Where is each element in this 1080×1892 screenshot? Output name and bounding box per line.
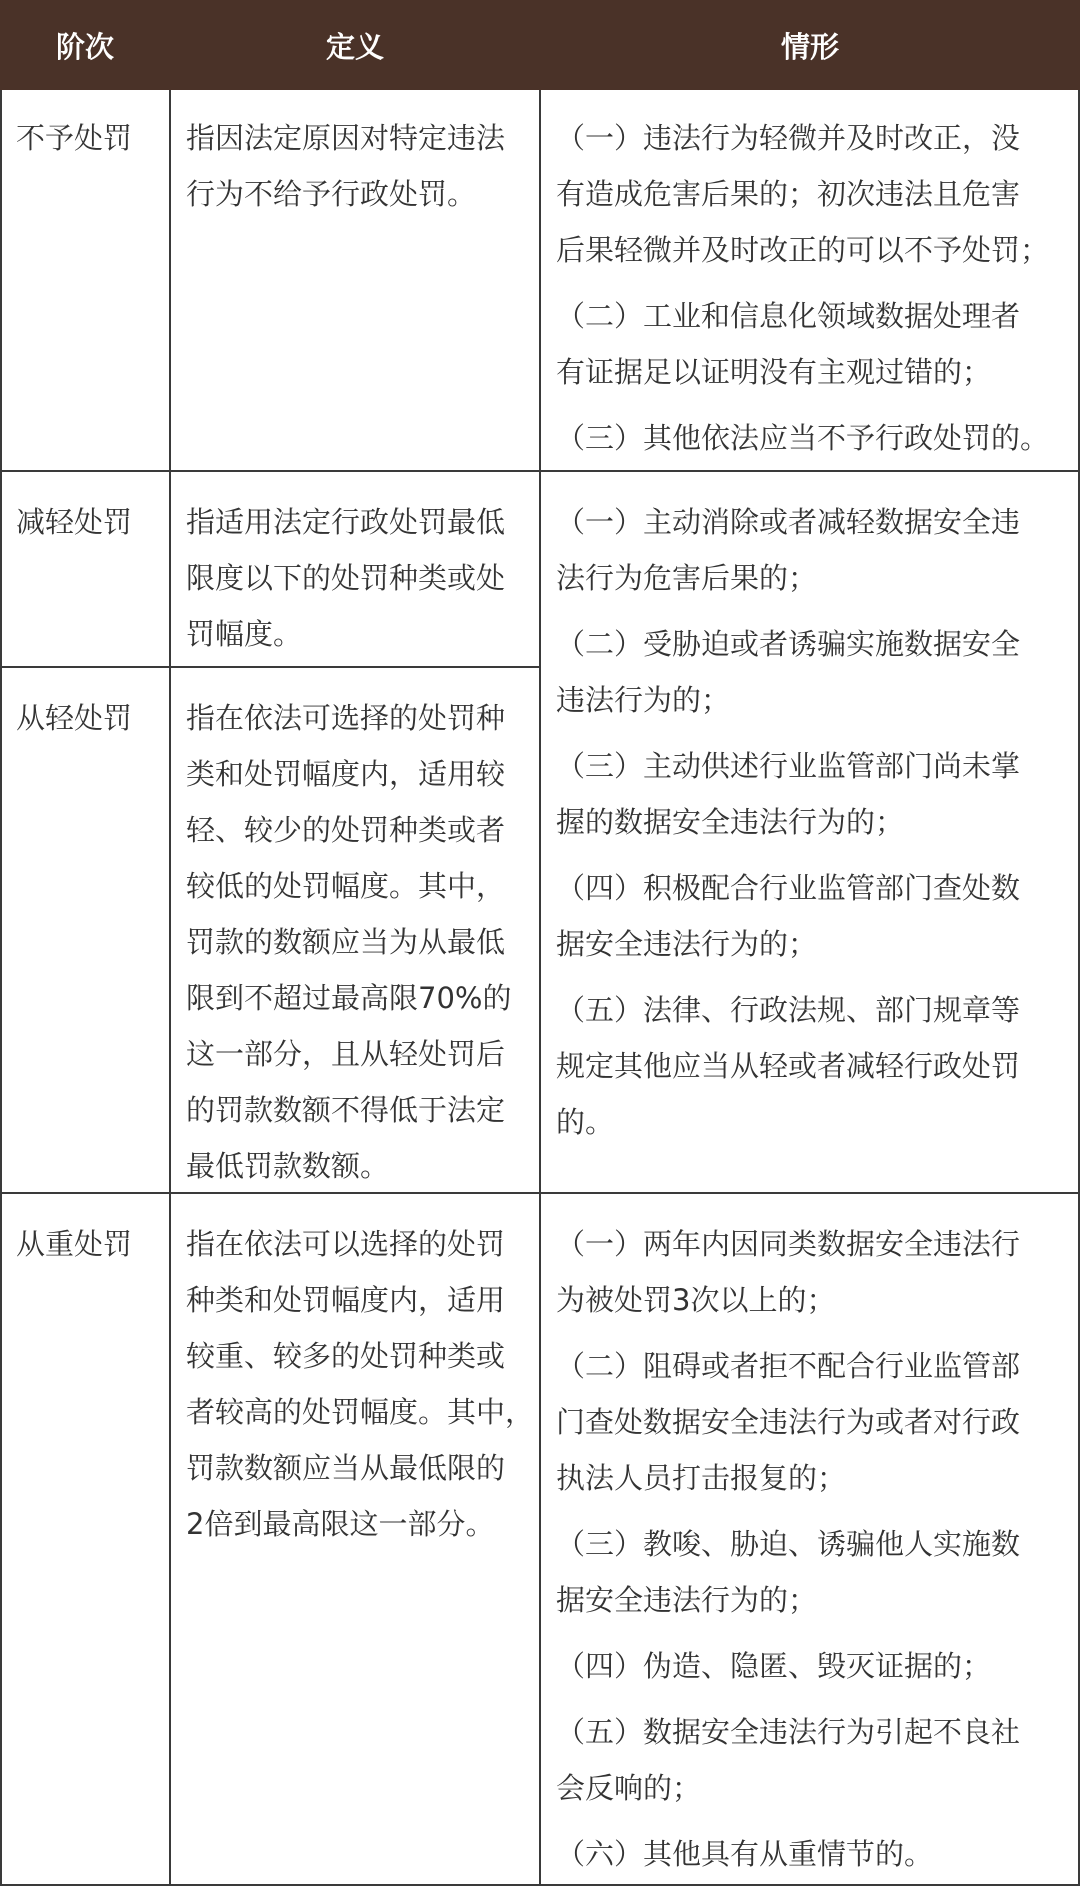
- definition-text: 指在依法可以选择的处罚 种类和处罚幅度内，适用 较重、较多的处罚种类或 者较高的处罚幅度。其中， 罚款数额应当从最低限的 2倍到最高限这一部分。: [186, 1227, 535, 1541]
- level-label: 减轻处罚: [16, 505, 133, 539]
- situation-item: （二）受胁迫或者诱骗实施数据安全 违法行为的；: [556, 627, 1021, 717]
- situation-item: （一）主动消除或者减轻数据安全违 法行为危害后果的；: [556, 505, 1021, 595]
- divider-col1: [169, 90, 171, 1886]
- table-header: [0, 0, 1080, 90]
- row-definition-no-penalty: [186, 110, 536, 222]
- border-left: [0, 90, 2, 1886]
- row-divider-2: [0, 666, 540, 668]
- row-divider-3: [0, 1192, 1080, 1194]
- situation-item: （二）阻碍或者拒不配合行业监管部 门查处数据安全违法行为或者对行政 执法人员打击报复的；: [556, 1349, 1021, 1495]
- definition-text: 指因法定原因对特定违法 行为不给予行政处罚。: [186, 121, 506, 211]
- row-level-aggravated: [16, 1216, 166, 1272]
- row-level-lenient: [16, 690, 166, 746]
- row-situations-aggravated: [556, 1216, 1080, 1892]
- row-definition-lenient: [186, 690, 536, 1194]
- header-definition: 定义: [325, 29, 384, 64]
- situation-item: （五）数据安全违法行为引起不良社 会反响的；: [556, 1715, 1021, 1805]
- row-definition-aggravated: [186, 1216, 536, 1552]
- row-situations-mitigated-lenient: [556, 494, 1080, 1160]
- situation-item: （四）积极配合行业监管部门查处数 据安全违法行为的；: [556, 871, 1021, 961]
- level-label: 从重处罚: [16, 1227, 133, 1261]
- situation-item: （四）伪造、隐匿、毁灭证据的；: [556, 1649, 992, 1683]
- level-label: 不予处罚: [16, 121, 133, 155]
- definition-text: 指在依法可选择的处罚种 类和处罚幅度内，适用较 轻、较少的处罚种类或者 较低的处罚幅度。其中， 罚款的数额应当为从最低 限到不超过最高限70%的 这一部分，且从轻处罚后 的罚款数额不得低于法定 最低罚款数额。: [186, 701, 512, 1183]
- situation-item: （一）两年内因同类数据安全违法行 为被处罚3次以上的；: [556, 1227, 1021, 1317]
- row-situations-no-penalty: [556, 110, 1080, 476]
- situation-item: （三）主动供述行业监管部门尚未掌 握的数据安全违法行为的；: [556, 749, 1021, 839]
- level-label: 从轻处罚: [16, 701, 133, 735]
- situation-item: （一）违法行为轻微并及时改正，没 有造成危害后果的；初次违法且危害 后果轻微并及时改正的可以不予处罚；: [556, 121, 1050, 267]
- definition-text: 指适用法定行政处罚最低 限度以下的处罚种类或处 罚幅度。: [186, 505, 506, 651]
- header-level: 阶次: [55, 29, 114, 64]
- row-definition-mitigated: [186, 494, 536, 662]
- divider-col2: [539, 90, 541, 1886]
- situation-item: （六）其他具有从重情节的。: [556, 1837, 934, 1871]
- header-situation: 情形: [780, 29, 839, 64]
- row-level-no-penalty: [16, 110, 166, 166]
- situation-item: （三）其他依法应当不予行政处罚的。: [556, 421, 1050, 455]
- row-level-mitigated: [16, 494, 166, 550]
- situation-item: （三）教唆、胁迫、诱骗他人实施数 据安全违法行为的；: [556, 1527, 1021, 1617]
- situation-item: （五）法律、行政法规、部门规章等 规定其他应当从轻或者减轻行政处罚 的。: [556, 993, 1021, 1139]
- situation-item: （二）工业和信息化领域数据处理者 有证据足以证明没有主观过错的；: [556, 299, 1021, 389]
